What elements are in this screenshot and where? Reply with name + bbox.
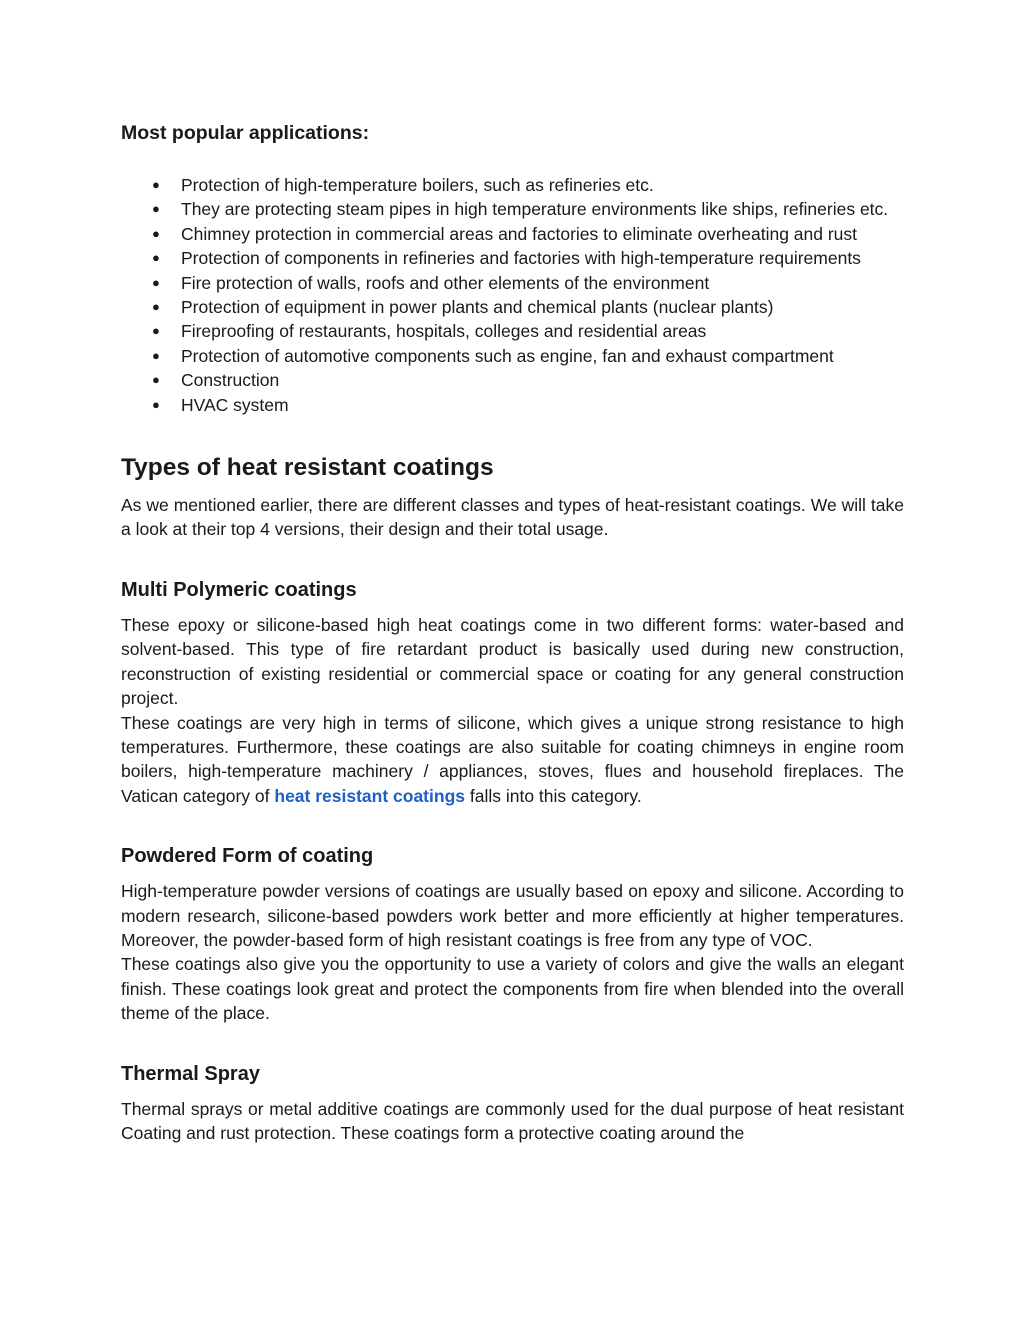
bullet-icon: ● bbox=[152, 347, 160, 363]
applications-heading: Most popular applications: bbox=[121, 122, 370, 144]
list-item bbox=[121, 271, 904, 295]
multi-polymeric-heading: Multi Polymeric coatings bbox=[121, 578, 357, 601]
list-item-text: Protection of high-temperature boilers, such as refineries etc. bbox=[181, 175, 654, 195]
list-item bbox=[121, 319, 904, 343]
spacer bbox=[121, 869, 904, 879]
bullet-icon: ● bbox=[152, 299, 160, 315]
thermal-spray-heading: Thermal Spray bbox=[121, 1062, 260, 1085]
paragraph-text: These coatings are very high in terms of silicone, which gives a unique strong resistance to high temperatures. Furthermore, these coatings are also suitable for coating chimneys in engine room boilers, high-temperature machinery / appliances, stoves, flues and household fireplaces. The Vatican category of bbox=[121, 712, 904, 806]
list-item-text: They are protecting steam pipes in high temperature environments like ships, refineries etc. bbox=[181, 199, 889, 220]
list-item bbox=[121, 344, 904, 368]
types-intro: As we mentioned earlier, there are different classes and types of heat-resistant coatings. We will take a look at their top 4 versions, their design and their total usage. bbox=[121, 495, 904, 540]
list-item-text: Protection of automotive components such as engine, fan and exhaust compartment bbox=[181, 345, 834, 366]
powdered-paragraph-2: These coatings also give you the opportunity to use a variety of colors and give the walls an elegant finish. These coatings look great and protect the components from fire when blended into the overall theme of the place. bbox=[121, 954, 904, 1024]
multi-polymeric-paragraph-2 bbox=[121, 711, 904, 809]
powdered-paragraph-1: High-temperature powder versions of coatings are usually based on epoxy and silicone. According to modern research, silicone-based powders work better and more efficiently at higher temperatures. Moreover, the powder-based form of high resistant coatings is free from any type of VOC. bbox=[121, 881, 904, 950]
thermal-spray-paragraph-1: Thermal sprays or metal additive coatings are commonly used for the dual purpose of heat resistant Coating and rust protection. These coatings form a protective coating around the bbox=[121, 1098, 904, 1143]
bullet-icon: ● bbox=[152, 177, 160, 192]
list-item bbox=[121, 173, 904, 197]
paragraph-text: falls into this category. bbox=[465, 785, 642, 806]
list-item bbox=[121, 393, 904, 417]
spacer bbox=[121, 1087, 904, 1097]
bullet-icon: ● bbox=[152, 250, 160, 266]
list-item bbox=[121, 197, 904, 221]
heat-resistant-coatings-link[interactable]: heat resistant coatings bbox=[274, 785, 465, 806]
spacer bbox=[121, 483, 904, 493]
spacer bbox=[121, 603, 904, 613]
spacer bbox=[121, 1026, 904, 1061]
bullet-icon: ● bbox=[152, 372, 160, 388]
bullet-icon: ● bbox=[152, 323, 160, 339]
list-item bbox=[121, 368, 904, 392]
list-item bbox=[121, 246, 904, 270]
spacer bbox=[121, 808, 904, 843]
list-item-text: Protection of components in refineries and factories with high-temperature requirements bbox=[181, 248, 861, 269]
spacer bbox=[121, 542, 904, 577]
multi-polymeric-paragraph-1: These epoxy or silicone-based high heat coatings come in two different forms: water-based and solvent-based. This type of fire retardant product is basically used during new construction, reconstruction of existing residential or commercial space or coating for any general construction project. bbox=[121, 614, 904, 709]
list-item bbox=[121, 222, 904, 246]
list-item-text: Fireproofing of restaurants, hospitals, colleges and residential areas bbox=[181, 321, 707, 342]
applications-list bbox=[121, 173, 904, 417]
bullet-icon: ● bbox=[152, 396, 160, 412]
bullet-icon: ● bbox=[152, 201, 160, 217]
list-item-text: Fire protection of walls, roofs and other elements of the environment bbox=[181, 272, 710, 293]
document-content bbox=[121, 120, 904, 1145]
list-item-text: HVAC system bbox=[181, 394, 289, 415]
list-item-text: Chimney protection in commercial areas and factories to eliminate overheating and rust bbox=[181, 223, 858, 244]
list-item-text: Protection of equipment in power plants and chemical plants (nuclear plants) bbox=[181, 297, 774, 318]
bullet-icon: ● bbox=[152, 274, 160, 290]
powdered-heading: Powdered Form of coating bbox=[121, 845, 374, 868]
bullet-icon: ● bbox=[152, 225, 160, 241]
list-item bbox=[121, 295, 904, 319]
list-item-text: Construction bbox=[181, 370, 280, 391]
types-heading: Types of heat resistant coatings bbox=[121, 454, 494, 482]
